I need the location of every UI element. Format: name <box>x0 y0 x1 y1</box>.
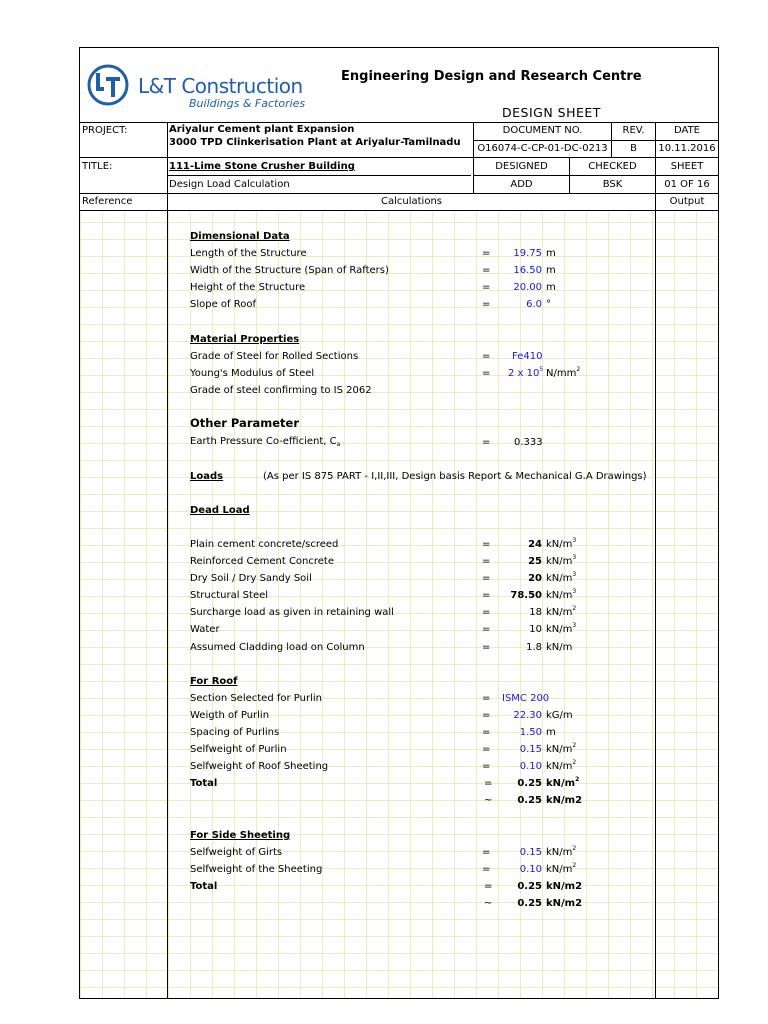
organization-title: Engineering Design and Research Centre <box>341 69 642 84</box>
row-approx: ~ <box>484 898 493 909</box>
row-label: Total <box>190 778 218 789</box>
row-unit: $kN/m^2$ <box>546 776 580 789</box>
revision: B <box>630 143 637 154</box>
title-underline <box>168 175 471 176</box>
row-equals: = <box>482 556 491 567</box>
row-equals: = <box>482 761 491 772</box>
row-unit: m <box>546 282 556 293</box>
checked-label: CHECKED <box>588 161 637 172</box>
row-unit: m <box>546 727 556 738</box>
document-number: O16074-C-CP-01-DC-0213 <box>477 143 608 154</box>
row-value: 0.25 <box>517 881 542 892</box>
row-equals: = <box>482 624 491 635</box>
output-column-line <box>655 122 656 998</box>
row-value: 0.10 <box>519 761 542 772</box>
row-value: 0.10 <box>519 864 542 875</box>
earth-pressure-label: Earth Pressure Co-efficient, Ca <box>190 436 341 448</box>
loads-heading: Loads <box>190 471 224 482</box>
row-label: Reinforced Cement Concrete <box>190 556 334 567</box>
material-note: Grade of steel confirming to IS 2062 <box>190 385 372 396</box>
design-sheet <box>79 47 719 999</box>
row-unit: $N/mm^2$ <box>546 366 581 379</box>
title-line1: 111-Lime Stone Crusher Building <box>169 161 355 172</box>
row-value: 20.00 <box>513 282 542 293</box>
sheet-number: 01 OF 16 <box>664 179 710 190</box>
row-label: Length of the Structure <box>190 248 307 259</box>
row-unit: $kN/m^2$ <box>546 759 577 772</box>
doc-no-label: DOCUMENT NO. <box>502 125 583 136</box>
row-label: Young's Modulus of Steel <box>190 368 315 379</box>
row-value: 1.8 <box>526 642 542 653</box>
sheet-label: SHEET <box>670 161 704 172</box>
date-value: 10.11.2016 <box>658 143 716 154</box>
row-label: Selfweight of Purlin <box>190 744 287 755</box>
row-equals: = <box>484 778 493 789</box>
row-label: Plain cement concrete/screed <box>190 539 339 550</box>
title-line2: Design Load Calculation <box>169 179 290 190</box>
row-value: 0.25 <box>517 898 542 909</box>
dimensional-heading: Dimensional Data <box>190 231 290 242</box>
row-equals: = <box>482 437 491 448</box>
lt-logo-icon <box>86 63 130 107</box>
header-rule <box>80 210 718 211</box>
row-unit: $kN/m^3$ <box>546 537 577 550</box>
row-value: 16.50 <box>513 265 542 276</box>
row-value: 20 <box>528 573 542 584</box>
row-label: Spacing of Purlins <box>190 727 280 738</box>
row-unit: ° <box>546 299 551 310</box>
row-value: 2 x $10^5$ <box>508 366 544 379</box>
project-line1: Ariyalur Cement plant Expansion <box>169 124 355 135</box>
row-label: Total <box>190 881 218 892</box>
row-unit: $kN/m^2$ <box>546 742 577 755</box>
row-value: 0.25 <box>517 795 542 806</box>
row-equals: = <box>482 299 491 310</box>
row-equals: = <box>482 744 491 755</box>
row-equals: = <box>482 282 491 293</box>
loads-note: (As per IS 875 PART - I,II,III, Design basis Report & Mechanical G.A Drawings) <box>263 471 647 482</box>
project-line2: 3000 TPD Clinkerisation Plant at Ariyalur-Tamilnadu <box>169 137 461 148</box>
other-parameter-heading: Other Parameter <box>190 416 299 430</box>
roof-heading: For Roof <box>190 676 238 687</box>
row-unit: $kN/m^3$ <box>546 571 577 584</box>
design-sheet-title: DESIGN SHEET <box>502 105 601 120</box>
row-unit: $kN/m^2$ <box>546 605 577 618</box>
row-value: 0.25 <box>517 778 542 789</box>
row-label: Height of the Structure <box>190 282 306 293</box>
row-value: 18 <box>529 607 542 618</box>
header-rule <box>473 140 718 141</box>
earth-pressure-value: 0.333 <box>514 437 543 448</box>
row-equals: = <box>482 727 491 738</box>
row-value: 22.30 <box>513 710 542 721</box>
row-value: 24 <box>528 539 542 550</box>
logo-name: L&T Construction <box>138 74 303 98</box>
row-label: Selfweight of Roof Sheeting <box>190 761 329 772</box>
row-equals: = <box>482 351 491 362</box>
row-value: ISMC 200 <box>502 693 550 704</box>
row-value: 25 <box>528 556 542 567</box>
row-unit: kN/m2 <box>546 795 583 806</box>
row-equals: = <box>482 368 491 379</box>
row-unit: kG/m <box>546 710 573 721</box>
title-label: TITLE: <box>82 161 113 172</box>
row-unit: kN/m <box>546 642 573 653</box>
row-unit: $kN/m^2$ <box>546 845 577 858</box>
row-equals: = <box>482 265 491 276</box>
row-label: Slope of Roof <box>190 299 256 310</box>
row-equals: = <box>482 864 491 875</box>
row-value: 0.15 <box>519 744 542 755</box>
header-rule <box>80 193 718 194</box>
project-label: PROJECT: <box>82 125 128 136</box>
row-value: Fe410 <box>512 351 543 362</box>
row-unit: m <box>546 265 556 276</box>
output-column-header: Output <box>669 196 705 207</box>
row-equals: = <box>482 539 491 550</box>
row-label: Section Selected for Purlin <box>190 693 322 704</box>
row-value: 0.15 <box>519 847 542 858</box>
row-equals: = <box>482 693 491 704</box>
row-equals: = <box>482 847 491 858</box>
row-unit: $kN/m^3$ <box>546 554 577 567</box>
row-equals: = <box>482 710 491 721</box>
row-equals: = <box>484 881 493 892</box>
designed-by: ADD <box>510 179 533 190</box>
header-rule <box>473 175 718 176</box>
dead-load-heading: Dead Load <box>190 505 250 516</box>
row-unit: $kN/m^3$ <box>546 622 577 635</box>
row-label: Assumed Cladding load on Column <box>190 642 365 653</box>
rev-label: REV. <box>622 125 645 136</box>
reference-column-header: Reference <box>82 196 133 207</box>
row-label: Selfweight of the Sheeting <box>190 864 323 875</box>
side-sheeting-heading: For Side Sheeting <box>190 830 291 841</box>
row-label: Grade of Steel for Rolled Sections <box>190 351 359 362</box>
logo-subtitle: Buildings & Factories <box>189 97 306 110</box>
row-label: Structural Steel <box>190 590 269 601</box>
row-equals: = <box>482 248 491 259</box>
designed-label: DESIGNED <box>495 161 548 172</box>
row-equals: = <box>482 573 491 584</box>
row-value: 19.75 <box>513 248 542 259</box>
row-unit: kN/m2 <box>546 898 583 909</box>
reference-column-line <box>167 122 168 998</box>
row-value: 10 <box>529 624 542 635</box>
row-label: Dry Soil / Dry Sandy Soil <box>190 573 312 584</box>
row-label: Water <box>190 624 220 635</box>
material-heading: Material Properties <box>190 334 300 345</box>
row-approx: ~ <box>484 795 493 806</box>
row-value: 78.50 <box>510 590 542 601</box>
row-equals: = <box>482 607 491 618</box>
calculations-column-header: Calculations <box>381 196 442 207</box>
row-unit: $kN/m^3$ <box>546 588 577 601</box>
row-label: Weigth of Purlin <box>190 710 270 721</box>
row-label: Selfweight of Girts <box>190 847 283 858</box>
row-label: Surcharge load as given in retaining wall <box>190 607 394 618</box>
date-label: DATE <box>673 125 700 136</box>
checked-by: BSK <box>602 179 623 190</box>
row-value: 1.50 <box>519 727 542 738</box>
header-rule <box>80 157 718 158</box>
row-value: 6.0 <box>526 299 542 310</box>
row-equals: = <box>482 590 491 601</box>
row-equals: = <box>482 642 491 653</box>
row-unit: kN/m2 <box>546 881 583 892</box>
row-label: Width of the Structure (Span of Rafters) <box>190 265 389 276</box>
row-unit: $kN/m^2$ <box>546 862 577 875</box>
row-unit: m <box>546 248 556 259</box>
